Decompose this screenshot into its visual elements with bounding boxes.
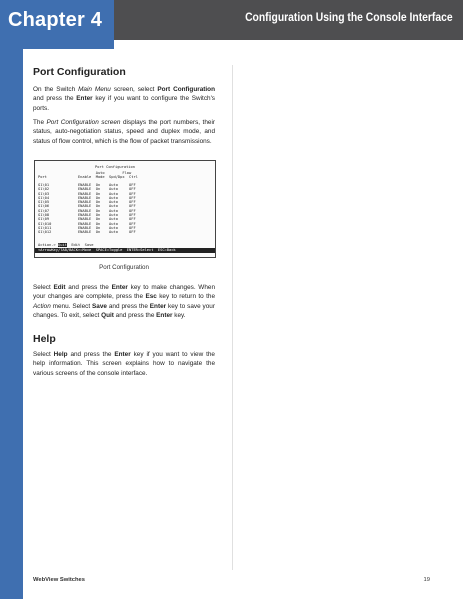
screen-port-row: G1\010 ENABLE On Auto OFF [38, 221, 136, 226]
text-run: and press the [113, 311, 157, 319]
text-run: Select [33, 284, 54, 291]
text-run: Select [33, 351, 54, 358]
text-run: and press the [65, 284, 112, 291]
text-run: menu. Select [50, 302, 93, 310]
screen-port-row: G1\02 ENABLE On Auto OFF [38, 187, 136, 192]
text-run: key if you want to view the help information. This screen explains how to navigate the various screens of the console interface. [33, 351, 215, 377]
text-run: Enter [111, 284, 128, 291]
chapter-tab [0, 0, 114, 49]
text-run: Enter [76, 95, 93, 103]
screen-port-row: G1\01 ENABLE On Auto OFF [38, 183, 136, 187]
text-run: Edit [53, 284, 66, 291]
screen-port-row: G1\06 ENABLE On Auto OFF [38, 204, 136, 209]
text-run: Action [33, 302, 51, 310]
screen-column-headers [38, 171, 138, 180]
port-configuration-screenshot [34, 160, 216, 258]
text-run: and press the [33, 95, 77, 103]
page-number: 19 [423, 577, 430, 583]
screen-title: Port Configuration [95, 165, 135, 169]
text-run: Port Configuration screen [46, 119, 121, 126]
edit-instructions-paragraph [33, 283, 215, 320]
screen-header-line-1: Auto Flow [38, 171, 132, 175]
screen-port-row: G1\03 ENABLE On Auto OFF [38, 191, 136, 196]
text-run: Help [53, 351, 68, 358]
column-divider [232, 65, 233, 570]
text-run: Main Menu [78, 86, 111, 93]
footer-product-name: WebView Switches [33, 577, 85, 583]
text-run: Enter [114, 351, 131, 358]
text-run: displays the port numbers, their status, auto-negotiation status, speed and duplex mode, and status of flow control, which is the flow of packet transmissions. [33, 119, 215, 145]
figure-caption: Port Configuration [99, 264, 149, 271]
screen-port-row: G1\011 ENABLE On Auto OFF [38, 225, 136, 230]
text-run: Enter [149, 302, 167, 310]
port-configuration-heading: Port Configuration [33, 66, 126, 78]
text-run: screen, select [110, 86, 158, 93]
screen-port-row: G1\09 ENABLE On Auto OFF [38, 217, 136, 222]
screen-port-row: G1\08 ENABLE On Auto OFF [38, 213, 136, 218]
screen-port-row: G1\012 ENABLE On Auto OFF [38, 230, 136, 235]
action-quit-item: Quit [58, 243, 67, 247]
text-run: and press the [106, 302, 150, 310]
screen-port-rows [38, 183, 136, 235]
text-run: and press the [67, 351, 115, 358]
text-run: Esc [145, 293, 157, 301]
text-run: key. [172, 311, 186, 319]
text-run: key to return to the [156, 293, 216, 301]
screen-help-bar: <ArrowKey/TAB/BACK>=Move SPACE=Toggle ENTER=Select ESC=Back [35, 248, 215, 253]
screen-port-row: G1\05 ENABLE On Auto OFF [38, 200, 136, 205]
screen-port-row: G1\07 ENABLE On Auto OFF [38, 208, 136, 213]
screen-action-bar [38, 243, 94, 247]
section-title: Configuration Using the Console Interface [245, 12, 453, 24]
text-run: The [33, 119, 47, 126]
left-color-band [0, 0, 23, 599]
action-label: Action-> [38, 243, 56, 247]
chapter-title: Chapter 4 [8, 9, 103, 31]
screen-header-line-2: Port Enable Mode Spd/Dpx Ctrl [38, 175, 138, 180]
text-run: Enter [156, 311, 173, 319]
text-run: On the Switch [33, 86, 79, 93]
text-run: key to make changes. When your changes are complete, press the [33, 284, 215, 301]
text-run: key to save your changes. To exit, select [33, 302, 215, 319]
text-run: Quit [101, 311, 114, 319]
screen-port-row: G1\04 ENABLE On Auto OFF [38, 195, 136, 200]
text-run: key if you want to configure the Switch's ports. [33, 95, 215, 112]
action-edit-save-items: Edit Save [66, 243, 94, 247]
text-run: Port Configuration [157, 86, 215, 93]
help-heading: Help [33, 333, 56, 345]
port-config-description-paragraph [33, 118, 215, 146]
text-run: Save [92, 302, 107, 310]
port-config-intro-paragraph [33, 85, 215, 113]
help-paragraph [33, 350, 215, 378]
